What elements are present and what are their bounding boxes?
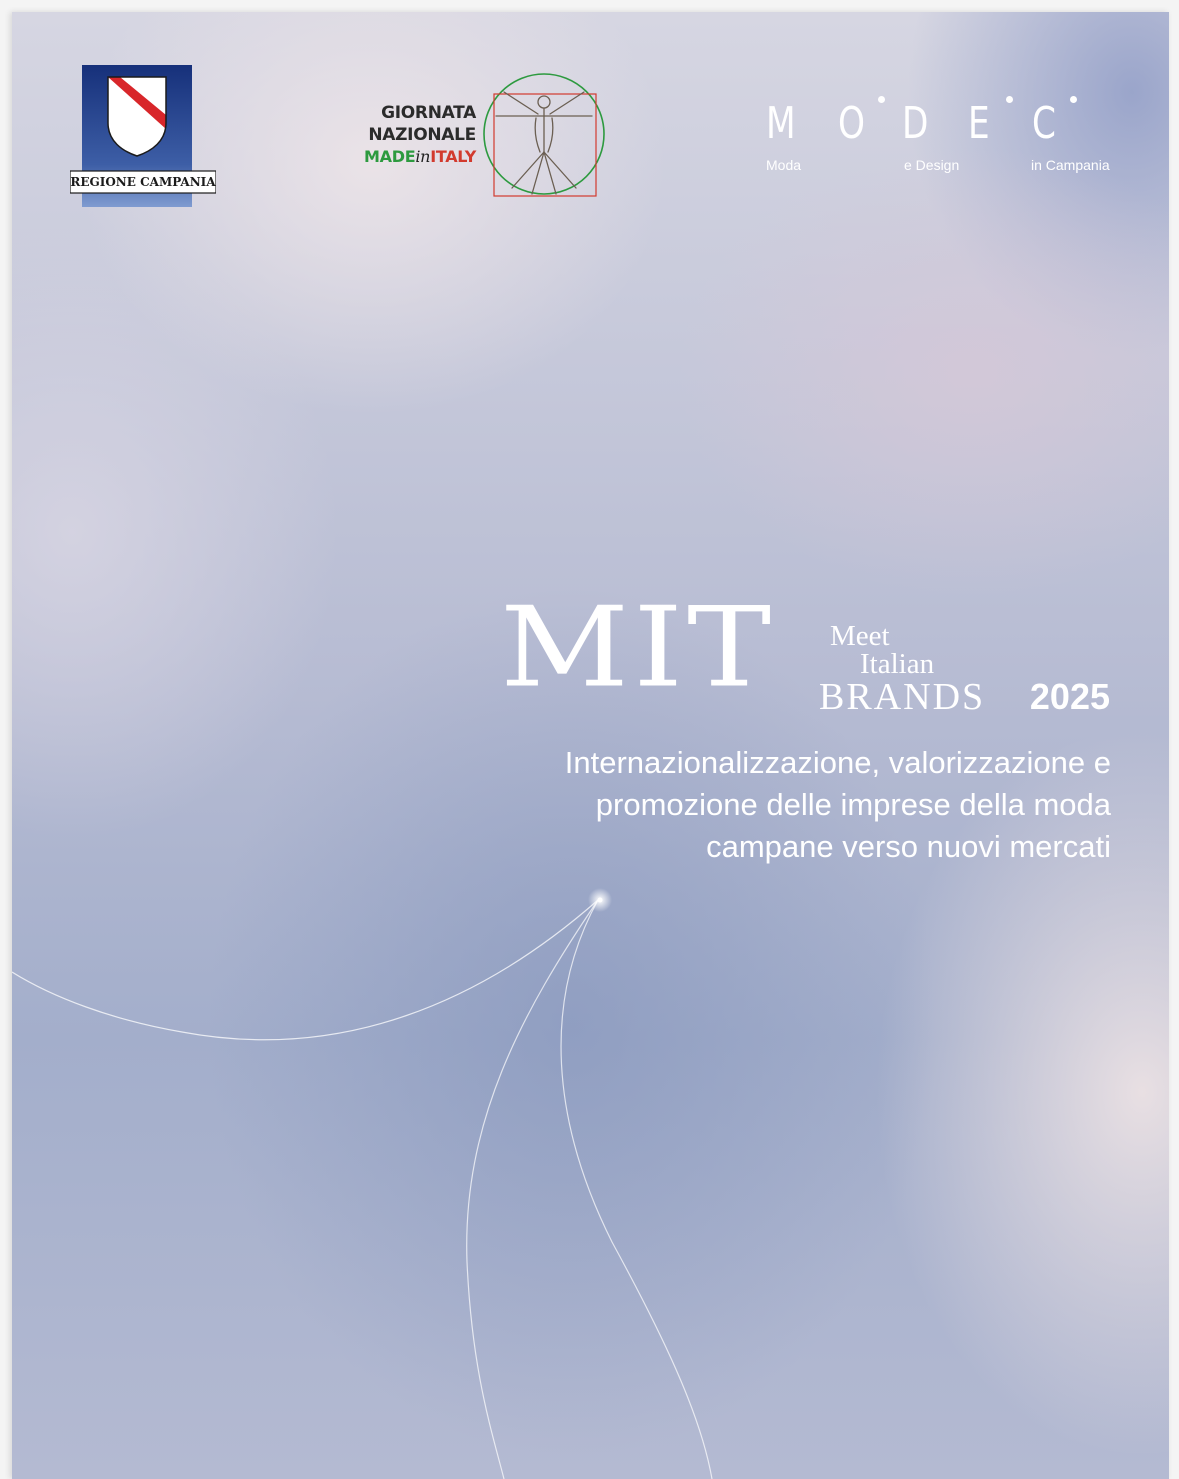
curve-right — [561, 900, 712, 1479]
brochure-cover — [12, 12, 1169, 1479]
in-text: in — [415, 147, 431, 166]
made-text: MADE — [364, 147, 416, 166]
giornata-line3 — [364, 146, 476, 168]
mit-meet: Meet — [830, 620, 890, 652]
modec-sub-campania: in Campania — [1031, 157, 1110, 173]
subtitle-line2: promozione delle imprese della moda — [595, 787, 1111, 822]
modec-letter-d: D — [902, 98, 929, 149]
vitruvian-man-icon — [482, 72, 610, 200]
mit-wordmark: MIT — [500, 584, 776, 713]
modec-dot-icon — [878, 96, 885, 103]
sparkle-dot — [598, 898, 603, 903]
modec-dot-icon — [1006, 96, 1013, 103]
sparkle-glow — [588, 888, 612, 912]
modec-logo — [766, 94, 1126, 204]
mit-italian: Italian — [860, 648, 935, 680]
mit-year: 2025 — [1029, 676, 1110, 717]
regione-campania-label: REGIONE CAMPANIA — [70, 175, 216, 189]
mit-brands: BRANDS — [819, 676, 986, 718]
curve-middle — [467, 900, 598, 1479]
giornata-line1: GIORNATA — [381, 103, 476, 123]
modec-letter-m: M — [766, 98, 796, 149]
modec-wordmark — [766, 94, 1066, 154]
cover-subtitle — [411, 742, 1111, 868]
modec-sub-moda: Moda — [766, 157, 802, 173]
giornata-line2: NAZIONALE — [368, 125, 476, 145]
modec-dot-icon — [1070, 96, 1077, 103]
curve-left — [12, 900, 598, 1040]
modec-letter-c: C — [1032, 98, 1056, 149]
giornata-text — [364, 102, 476, 168]
regione-campania-logo — [70, 53, 216, 207]
subtitle-line1: Internazionalizzazione, valorizzazione e — [564, 745, 1111, 780]
italy-text: ITALY — [430, 147, 476, 166]
modec-letter-e: E — [968, 98, 990, 149]
modec-sub-design: e Design — [904, 157, 960, 173]
subtitle-line3: campane verso nuovi mercati — [706, 829, 1111, 864]
giornata-nazionale-logo — [348, 72, 610, 202]
modec-letter-o: O — [838, 98, 866, 149]
mit-title — [500, 584, 1120, 718]
